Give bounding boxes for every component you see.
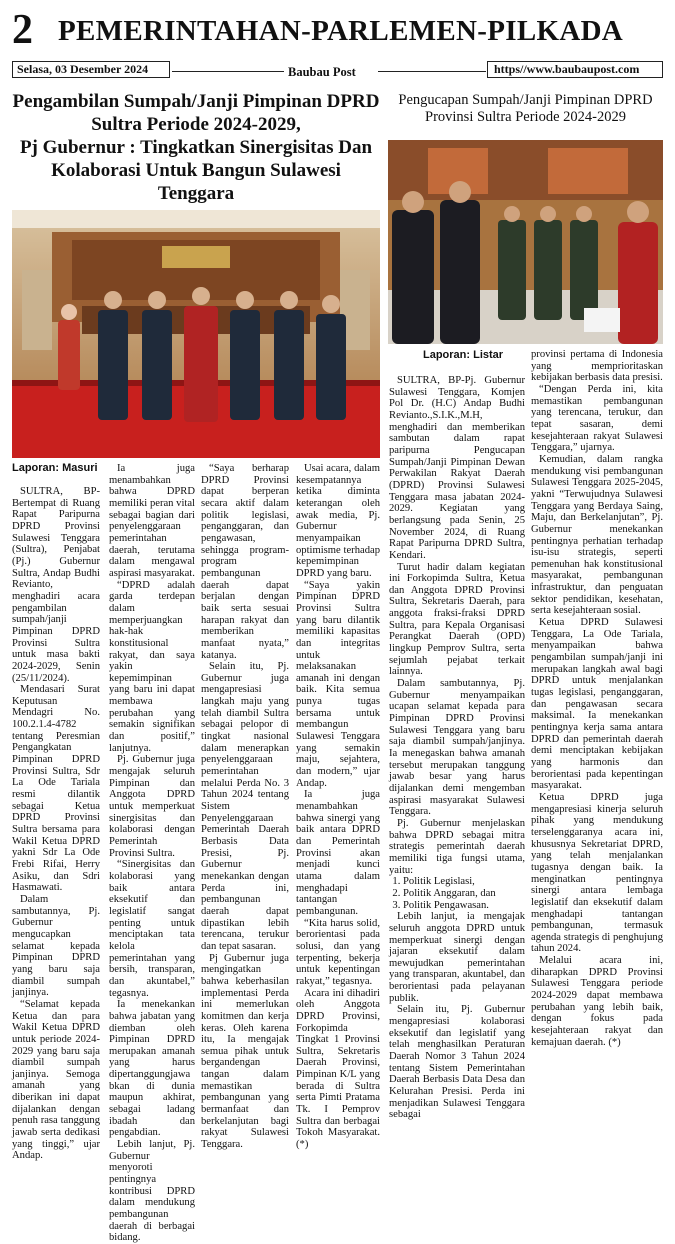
paragraph: Lebih lanjut, ia mengajak seluruh anggota DPRD untuk memperkuat sinergi dengan jajaran eksekutif dalam mewujudkan pemerintahan yang transparan, akuntabel, dan berorientasi pada pelayanan publik.	[389, 911, 525, 1004]
group-photo	[12, 210, 380, 458]
headline-line-2: Pj Gubernur : Tingkatkan Sinergisitas Dan Kolaborasi Untuk Bangun Sulawesi Tenggara	[19, 137, 373, 204]
sidebar-column-1	[389, 375, 525, 1121]
paragraph: “Dengan Perda ini, kita memastikan pembangunan yang terencana, terukur, dan tepat sasaran, demi kesejahteraan rakyat Sulawesi Tenggara,” ujarnya.	[531, 383, 663, 454]
paragraph: Acara ini dihadiri oleh Anggota DPRD Provinsi, Forkopimda Tingkat 1 Provinsi Sultra, Sekretaris Daerah Provinsi, Pimpinan K/L yang berada di Sultra serta Pimti Pratama Tk. I Pemprov Sultra dan berbagai Tokoh Masyarakat.(*)	[296, 987, 380, 1151]
sidebar-column-2	[531, 349, 663, 1048]
reporter-credit-2: Laporan: Listar	[423, 349, 504, 361]
paragraph: Pj. Gubernur menjelaskan bahwa DPRD sebagai mitra strategis pemerintah daerah memiliki tiga fungsi utama, yaitu:	[389, 817, 525, 876]
paragraph: Ketua DPRD juga mengapresiasi kinerja seluruh pihak yang mendukung terselenggaranya acara ini, khususnya Sekretariat DPRD, yang telah menjalankan tugasnya dengan baik. Ia menginatkan pentingnya sinergi antara lembaga legislatif dan eksekutif dalam menghadapi tantangan pembangunan, termasuk agenda strategis di penghujung tahun 2024.	[531, 791, 663, 955]
paragraph: SULTRA, BP-Bertempat di Ruang Rapat Paripurna DPRD Provinsi Sulawesi Tenggara (Sultra), Penjabat (Pj.) Gubernur Sultra, Andap Budhi Revianto, menghadiri acara pengambilan sumpah/janji Pimpinan DPRD Provinsi Sultra untuk masa bakti 2024-2029, Senin (25/11/2024).	[12, 486, 100, 684]
paragraph: Ia juga menambahkan bahwa DPRD memiliki peran vital sebagai bagian dari penyelenggaraan pemerintahan daerah, terutama dalam mengawal aspirasi masyarakat.	[109, 463, 195, 579]
brand-name: Baubau Post	[288, 65, 356, 79]
article-headline	[12, 90, 380, 205]
paragraph: Selain itu, Pj. Gubernur juga mengapresiasi langkah maju yang telah diambil Sultra sebagai pelopor di tingkat nasional dalam menerapkan penyelenggaraan pemerintahan melalui Perda No. 3 Tahun 2024 tentang Sistem Penyelenggaraan Pemerintah Daerah Berbasis Data Presisi, Pj. Gubernur menekankan dengan Perda ini, pembangunan daerah dapat dipastikan lebih terencana, terukur dan tepat sasaran.	[201, 661, 289, 952]
paragraph: Dalam sambutannya, Pj. Gubernur mengucapkan selamat kepada Pimpinan DPRD yang baru saja diambil sumpah janjinya.	[12, 893, 100, 999]
paragraph: “Sinergisitas dan kolaborasi yang baik antara eksekutif dan legislatif sangat penting untuk menciptakan tata kelola pemerintahan yang bersih, transparan, dan akuntabel,” tegasnya.	[109, 859, 195, 999]
page-number: 2	[12, 7, 33, 53]
sidebar-caption: Pengucapan Sumpah/Janji Pimpinan DPRD Provinsi Sultra Periode 2024-2029	[398, 92, 653, 125]
article-column-2	[109, 463, 195, 1244]
article-column-3	[201, 463, 289, 1151]
section-title: PEMERINTAHAN-PARLEMEN-PILKADA	[58, 15, 624, 47]
paragraph: Pj Gubernur juga mengingatkan bahwa keberhasilan implementasi Perda ini memerlukan komitmen dan kerja keras. Oleh karena itu, Ia mengajak semua pihak untuk bergandengan tangan dalam memastikan pembangunan yang bermanfaat dan berkelanjutan bagi rakyat Sulawesi Tenggara.	[201, 952, 289, 1151]
headline-line-1: Pengambilan Sumpah/Janji Pimpinan DPRD Sultra Periode 2024-2029,	[12, 91, 380, 135]
paragraph: “Saya yakin Pimpinan DPRD Provinsi Sultra yang baru dilantik memiliki kapasitas dan integritas untuk melaksanakan amanah ini dengan baik. Kita semua punya tugas bersama untuk membangun Sulawesi Tenggara yang semakin maju, sejahtera, dan modern,” ujar Andap.	[296, 579, 380, 789]
paragraph: Pj. Gubernur juga mengajak seluruh Pimpinan dan Anggota DPRD untuk memperkuat sinergisitas dan kolaborasi dengan Pemerintah Provinsi Sultra.	[109, 754, 195, 859]
paragraph: Usai acara, dalam kesempatannya ketika diminta keterangan oleh awak media, Pj. Gubernur menyampaikan optimisme terhadap kepemimpinan DPRD yang baru.	[296, 463, 380, 579]
article-column-4	[296, 463, 380, 1151]
oath-photo-illustration	[388, 140, 663, 344]
article-column-1	[12, 486, 100, 1162]
header-rule-left	[172, 71, 284, 72]
paragraph: Ketua DPRD Sulawesi Tenggara, La Ode Tariala, menyampaikan bahwa pengambilan sumpah/janji ini merupakan langkah awal bagi DPRD untuk menjalankan tugas legislasi, penganggaran, dan pengawasan secara maksimal. Ia menekankan pentingnya kerja sama antara DPRD dan pemerintah daerah demi menciptakan kebijakan yang harmonis dan berorientasi pada kepentingan masyarakat.	[531, 617, 663, 792]
list-item: 1. Politik Legislasi,	[403, 876, 525, 888]
paragraph: “Kita harus solid, berorientasi pada solusi, dan yang terpenting, bekerja untuk kepentingan rakyat,” tegasnya.	[296, 917, 380, 987]
group-photo-illustration	[12, 210, 380, 458]
paragraph: Melalui acara ini, diharapkan DPRD Provinsi Sulawesi Tenggara periode 2024-2029 dapat membawa perubahan yang lebih baik, dengan fokus pada kesejahteraan rakyat dan kemajuan daerah. (*)	[531, 955, 663, 1048]
reporter-credit-1: Laporan: Masuri	[12, 462, 98, 474]
paragraph: Ia menekankan bahwa jabatan yang diemban oleh Pimpinan DPRD merupakan amanah yang harus dipertanggungjawabkan di dunia maupun akhirat, sebagai ladang ibadah dan pengabdian.	[109, 999, 195, 1139]
header-rule-right	[378, 71, 486, 72]
paragraph: Dalam sambutannya, Pj. Gubernur menyampaikan ucapan selamat kepada para Pimpinan DPRD Provinsi Sulawesi Tenggara yang baru saja diambil sumpah/janjinya. Ia menegaskan bahwa amanah tersebut merupakan tanggung jawab besar yang harus dijalankan demi mengemban aspirasi masyarakat Sulawesi Tenggara.	[389, 678, 525, 818]
paragraph: “Selamat kepada Ketua dan para Wakil Ketua DPRD untuk periode 2024-2029 yang baru saja diambil sumpah janjinya. Semoga amanah yang diberikan ini dapat dijalankan dengan penuh rasa tanggung jawab serta dedikasi yang tinggi,” ujar Andap.	[12, 998, 100, 1162]
website-url[interactable]: https//www.baubaupost.com	[487, 61, 663, 78]
paragraph: Kemudian, dalam rangka mendukung visi pembangunan Sulawesi Tenggara 2025-2045, yakni “Terwujudnya Sulawesi Tenggara yang Berdaya Saing, Maju, dan Berkelanjutan”, Pj. Gubernur menekankan pentingnya perhatian terhadap isu-isu strategis, seperti pemenuhan hak konstitusional masyarakat, pembangunan infrastruktur, dan penguatan sektor pendidikan, kesehatan, serta kesejahteraan sosial.	[531, 453, 663, 617]
paragraph: “Saya berharap DPRD Provinsi dapat berperan secara aktif dalam politik legislasi, penganggaran, dan pengawasan, sehingga program-program pembangunan daerah dapat berjalan dengan baik serta sesuai harapan rakyat dan memberikan manfaat nyata,” katanya.	[201, 463, 289, 661]
list-item: 2. Politik Anggaran, dan	[403, 888, 525, 900]
paragraph: Ia juga menambahkan bahwa sinergi yang baik antara DPRD dan Pemerintah Provinsi akan menjadi kunci utama dalam menghadapi tantangan pembangunan.	[296, 789, 380, 917]
paragraph: SULTRA, BP-Pj. Gubernur Sulawesi Tenggara, Komjen Pol Dr. (H.C) Andap Budhi Revianto.,S.I.K.,M.H, menghadiri dan memberikan sambutan dalam rapat paripurna Pengucapan Sumpah/Janji Pimpinan Dewan Perwakilan Rakyat Daerah (DPRD) Provinsi Sulawesi Tenggara masa jabatan 2024-2029. Kegiatan yang berlangsung pada Senin, 25 November 2024, di Ruang Rapat Paripurna DPRD Sultra, Kendari.	[389, 375, 525, 561]
paragraph: Selain itu, Pj. Gubernur mengapresiasi kolaborasi eksekutif dan legislatif yang telah menghasilkan Peraturan Daerah Nomor 3 Tahun 2024 tentang Sistem Pemerintahan Daerah Berbasis Data Desa dan Kelurahan Presisi. Perda ini menjadikan Sulawesi Tenggara sebagai	[389, 1004, 525, 1121]
oath-ceremony-photo	[388, 140, 663, 344]
paragraph: provinsi pertama di Indonesia yang memprioritaskan kebijakan berbasis data presisi.	[531, 349, 663, 384]
function-list	[403, 876, 525, 911]
list-item: 3. Politik Pengawasan.	[403, 900, 525, 912]
paragraph: Turut hadir dalam kegiatan ini Forkopimda Sultra, Ketua dan Anggota DPRD Provinsi Sultra, Sekretaris Daerah, para anggota fraksi-fraksi DPRD Sultra, para Kepala Organisasi Perangkat Daerah (OPD) lingkup Pemprov Sultra, serta sejumlah pejabat terkait lainnya.	[389, 561, 525, 678]
paragraph: Lebih lanjut, Pj. Gubernur menyoroti pentingnya kontribusi DPRD dalam mendukung pembangunan daerah di berbagai bidang.	[109, 1139, 195, 1244]
paragraph: Mendasari Surat Keputusan Mendagri No. 100.2.1.4-4782 tentang Peresmian Pengangkatan Pimpinan DPRD Provinsi Sultra, Sdr La Ode Tariala resmi dilantik sebagai Ketua DPRD Provinsi Sultra bersama para Wakil Ketua DPRD yakni Sdr La Ode Frebi Rifai, Herry Asiku, dan Sdri Hasmawati.	[12, 684, 100, 894]
paragraph: “DPRD adalah garda terdepan dalam memperjuangkan hak-hak konstitusional rakyat, dan saya yakin kepemimpinan yang baru ini dapat membawa perubahan yang semakin signifikan dan positif,” lanjutnya.	[109, 579, 195, 754]
issue-date: Selasa, 03 Desember 2024	[12, 61, 170, 78]
